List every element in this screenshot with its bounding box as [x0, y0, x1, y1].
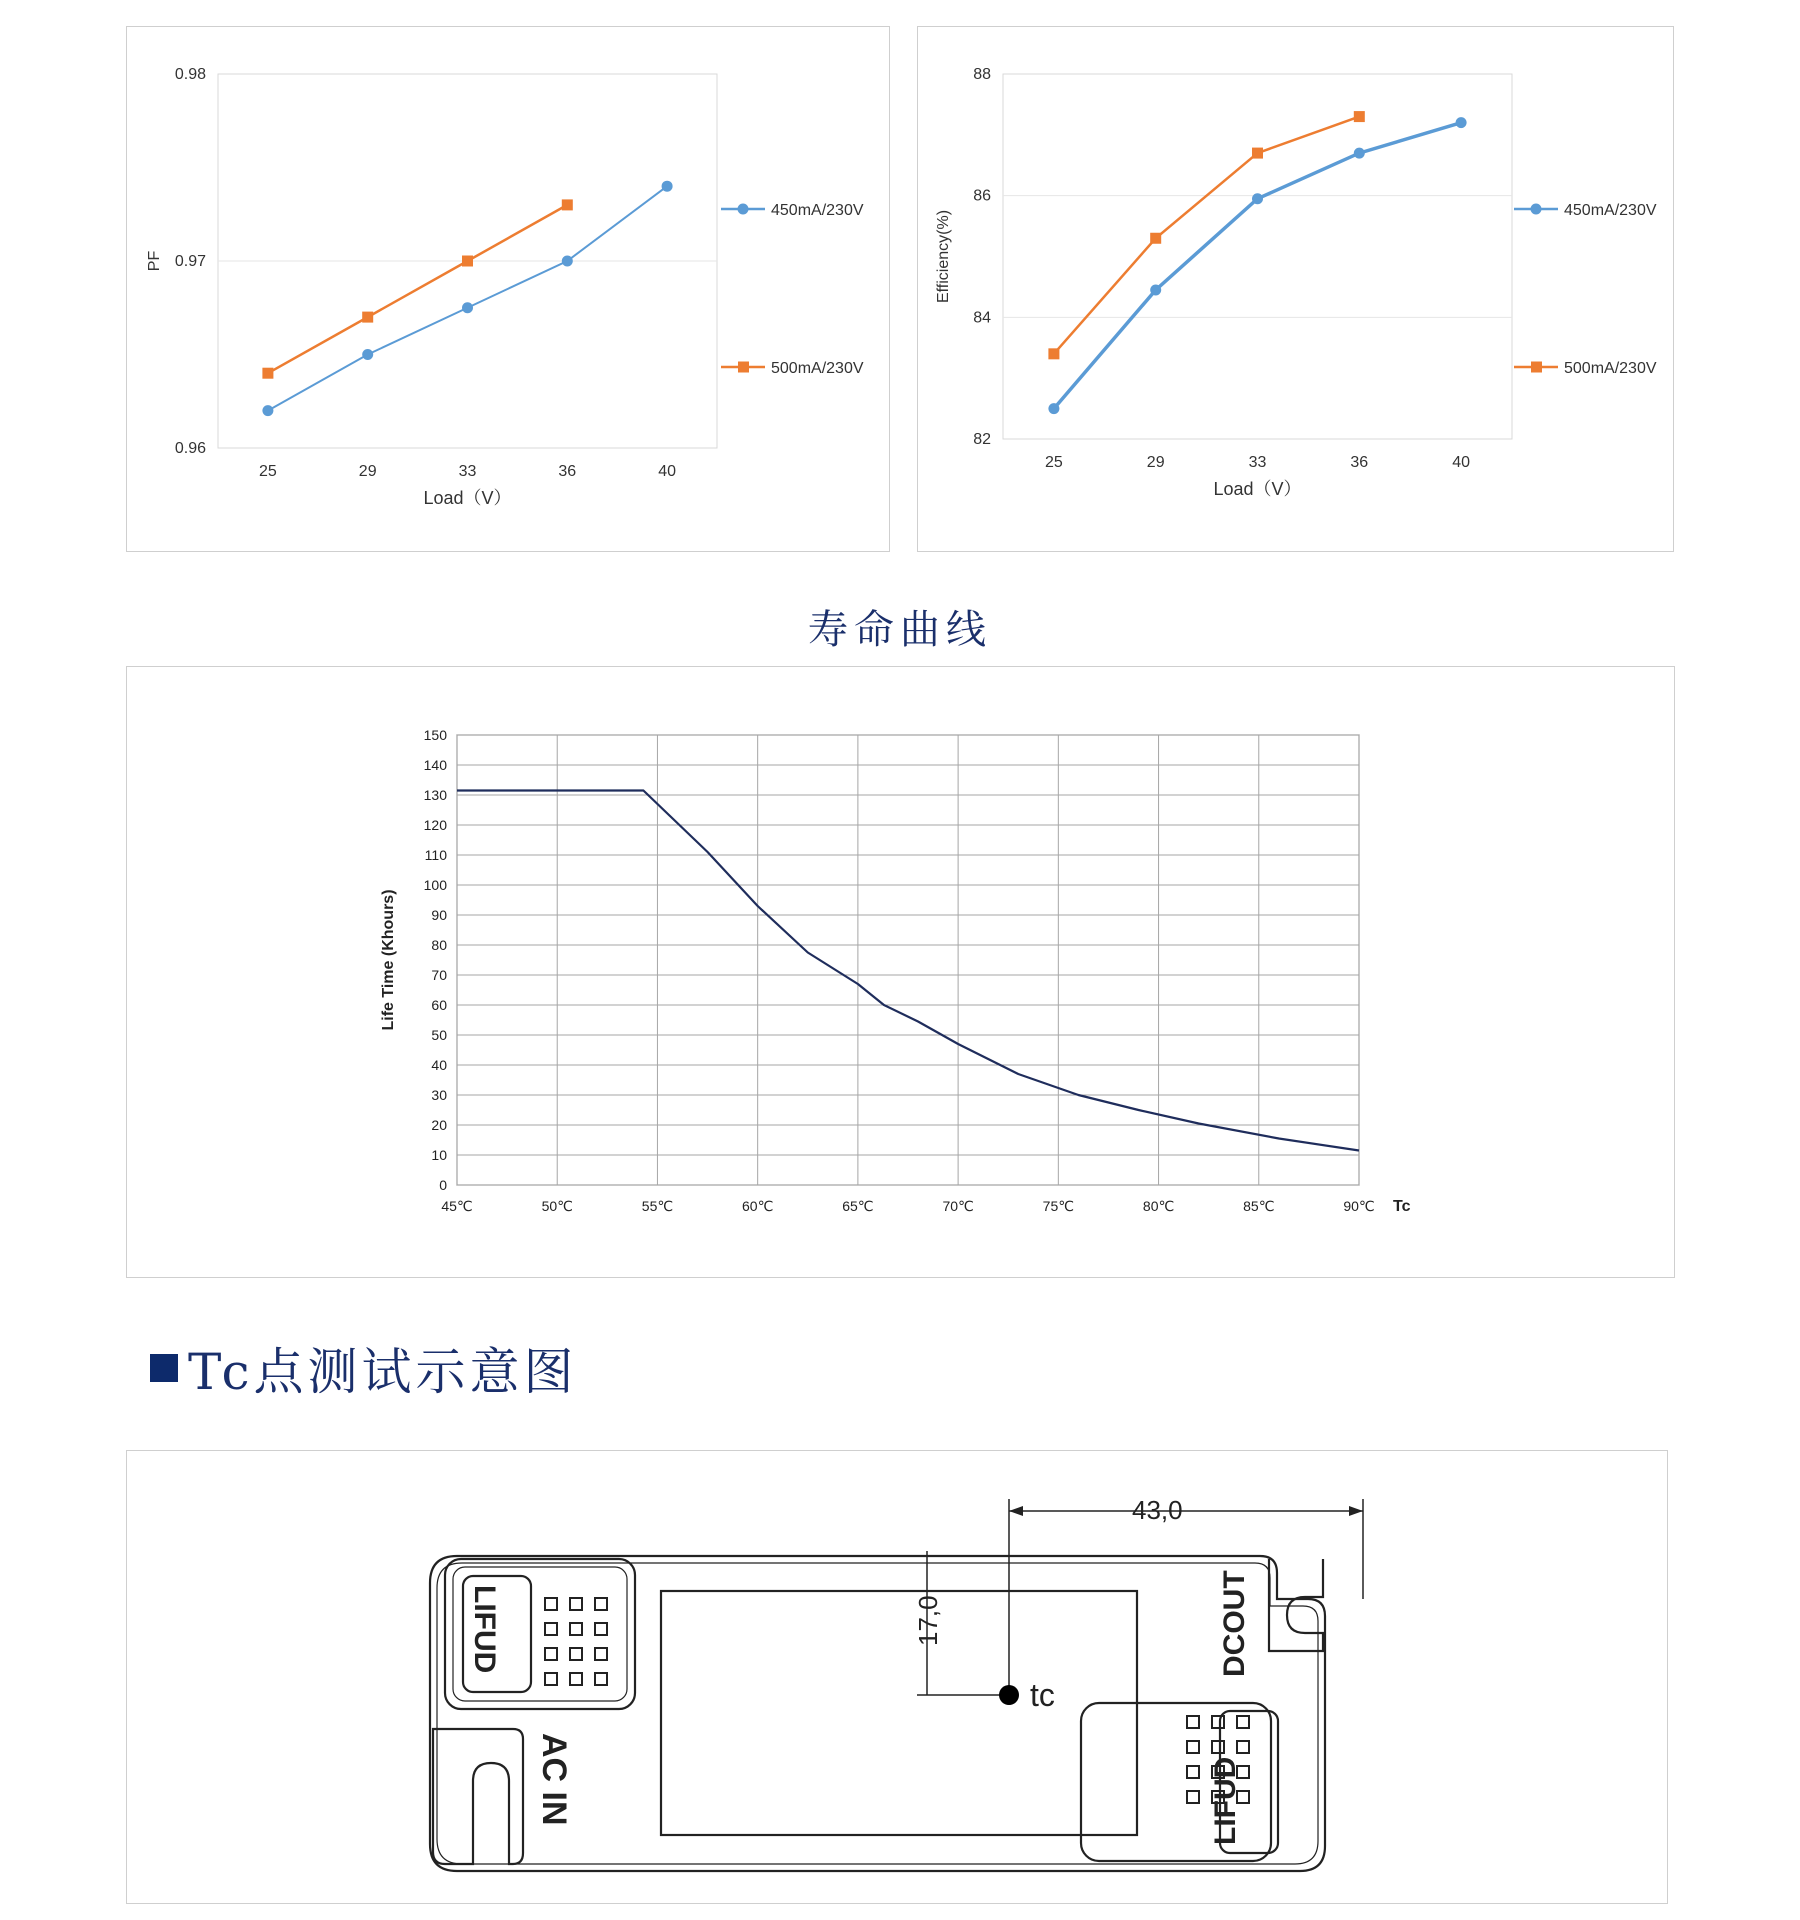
data-point-circle: [362, 349, 373, 360]
legend-label-2: 500mA/230V: [1564, 360, 1657, 377]
legend-label-1: 450mA/230V: [771, 202, 864, 219]
y-tick-label: 60: [431, 997, 447, 1013]
x-tick-label: 45℃: [441, 1198, 473, 1214]
life-time-chart: [127, 667, 1676, 1279]
plot-area: [457, 735, 1359, 1185]
data-point-circle: [1252, 193, 1263, 204]
x-tick-label: 70℃: [942, 1198, 974, 1214]
y-tick-label: 88: [973, 66, 991, 83]
y-tick-label: 30: [431, 1087, 447, 1103]
legend-label-2: 500mA/230V: [771, 360, 864, 377]
y-tick-label: 90: [431, 907, 447, 923]
efficiency-chart: [918, 27, 1675, 553]
y-tick-label: 10: [431, 1147, 447, 1163]
y-tick-label: 40: [431, 1057, 447, 1073]
y-axis-label: Life Time (Khours): [380, 889, 397, 1031]
dim-arrow-left: [1009, 1506, 1023, 1516]
y-tick-label: 84: [973, 309, 991, 327]
life-chart-panel: [126, 666, 1675, 1278]
dim-arrow-right: [1349, 1506, 1363, 1516]
legend-marker-square: [738, 362, 749, 373]
dim-horizontal-label: 43,0: [1132, 1495, 1183, 1525]
heading-square-icon: [150, 1354, 178, 1382]
x-tick-label: 25: [259, 463, 277, 480]
left-mounting-slot: [433, 1729, 523, 1864]
data-point-circle: [1048, 403, 1059, 414]
x-tick-label: 25: [1045, 454, 1063, 471]
y-tick-label: 0: [439, 1177, 447, 1193]
data-point-circle: [562, 256, 573, 267]
data-point-square: [1354, 111, 1365, 122]
x-tick-label: 90℃: [1343, 1198, 1375, 1214]
y-tick-label: 86: [973, 187, 991, 205]
driver-outline-drawing: [127, 1451, 1669, 1905]
dim-vertical-label: 17,0: [913, 1595, 943, 1646]
x-axis-label: Tc: [1393, 1198, 1411, 1215]
data-point-circle: [1456, 117, 1467, 128]
y-tick-label: 70: [431, 967, 447, 983]
data-point-circle: [662, 181, 673, 192]
data-point-square: [1048, 348, 1059, 359]
tc-point-marker: [999, 1685, 1019, 1705]
legend-marker-circle: [1531, 204, 1542, 215]
y-tick-label: 110: [424, 847, 447, 863]
y-tick-label: 0.98: [174, 66, 206, 83]
data-point-circle: [462, 302, 473, 313]
data-point-circle: [262, 405, 273, 416]
x-tick-label: 29: [358, 463, 377, 480]
y-tick-label: 50: [431, 1027, 447, 1043]
label-window: [661, 1591, 1137, 1835]
x-axis-label: Load（V）: [1213, 479, 1302, 499]
y-tick-label: 0.97: [174, 253, 206, 270]
x-tick-label: 80℃: [1142, 1198, 1175, 1214]
y-tick-label: 20: [431, 1117, 447, 1133]
x-tick-label: 55℃: [641, 1198, 674, 1214]
x-tick-label: 50℃: [541, 1198, 573, 1214]
tc-section-heading-text: Tc点测试示意图: [188, 1343, 578, 1401]
x-tick-label: 40: [658, 463, 676, 480]
x-tick-label: 60℃: [742, 1198, 774, 1214]
y-tick-label: 0.96: [174, 440, 206, 457]
legend-marker-square: [1531, 362, 1542, 373]
ac-in-label: AC IN: [535, 1733, 573, 1826]
data-point-square: [1252, 148, 1263, 159]
dc-out-label: DCOUT: [1218, 1570, 1251, 1677]
y-tick-label: 130: [423, 787, 447, 803]
x-tick-label: 75℃: [1042, 1198, 1074, 1214]
dc-terminal-block: [1081, 1703, 1271, 1861]
tc-point-label: tc: [1030, 1677, 1055, 1713]
logo-left: LIFUD: [468, 1585, 501, 1674]
ac-terminal-holes: [545, 1598, 607, 1685]
y-tick-label: 82: [973, 431, 991, 448]
y-tick-label: 140: [423, 757, 447, 773]
efficiency-chart-panel: [917, 26, 1674, 552]
life-curve-title: 寿命曲线: [808, 607, 992, 653]
y-tick-label: 100: [423, 877, 447, 893]
tc-section-heading: [150, 1332, 577, 1404]
data-point-circle: [1354, 148, 1365, 159]
x-tick-label: 33: [1248, 454, 1267, 471]
data-point-square: [362, 312, 373, 323]
x-tick-label: 40: [1452, 454, 1470, 471]
x-tick-label: 36: [1350, 454, 1369, 471]
x-tick-label: 36: [558, 463, 577, 480]
legend-label-1: 450mA/230V: [1564, 202, 1657, 219]
y-axis-label: Efficiency(%): [935, 209, 952, 304]
data-point-square: [262, 368, 273, 379]
data-point-square: [562, 199, 573, 210]
data-point-circle: [1150, 284, 1161, 295]
x-tick-label: 65℃: [842, 1198, 874, 1214]
x-tick-label: 85℃: [1243, 1198, 1275, 1214]
y-tick-label: 120: [423, 817, 447, 833]
x-tick-label: 29: [1146, 454, 1165, 471]
tc-drawing-panel: [126, 1450, 1668, 1904]
x-axis-label: Load（V）: [423, 488, 512, 508]
y-tick-label: 80: [431, 937, 447, 953]
logo-right: LIFUD: [1209, 1756, 1242, 1845]
y-tick-label: 150: [423, 727, 447, 743]
pf-chart: [127, 27, 891, 553]
data-point-square: [462, 256, 473, 267]
x-tick-label: 33: [458, 463, 477, 480]
y-axis-label: PF: [146, 250, 163, 272]
pf-chart-panel: [126, 26, 890, 552]
legend-marker-circle: [738, 204, 749, 215]
data-point-square: [1150, 233, 1161, 244]
